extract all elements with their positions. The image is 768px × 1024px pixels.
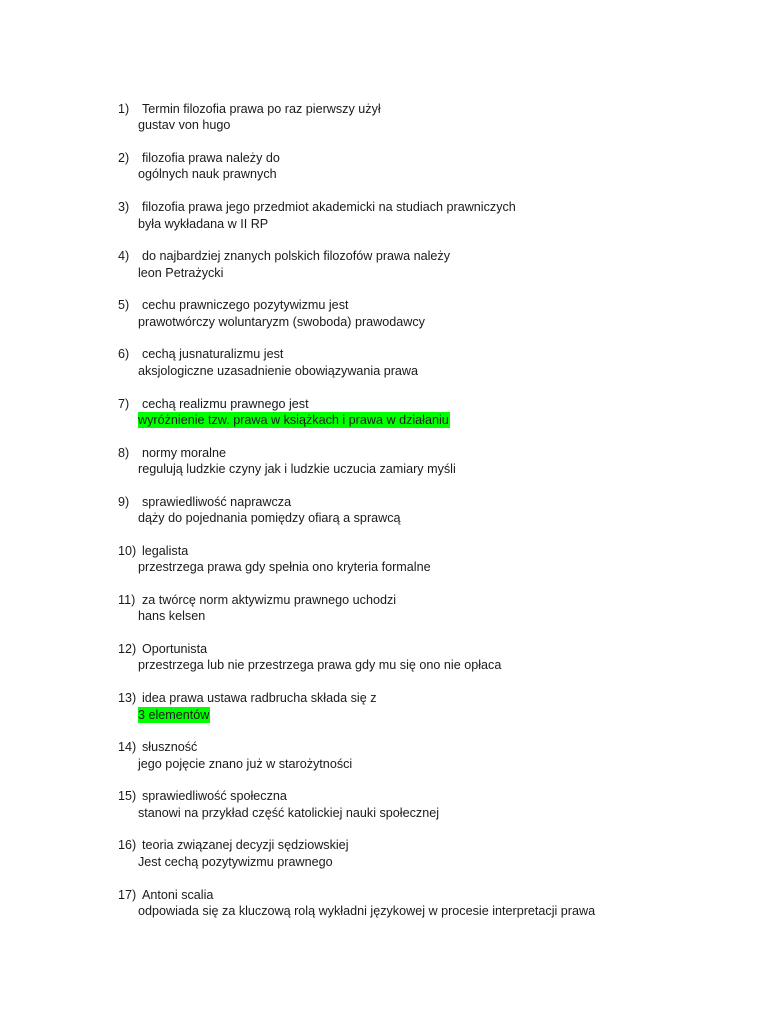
item-number: 13) xyxy=(118,691,137,706)
list-item xyxy=(0,346,768,395)
item-number: 14) xyxy=(118,740,137,755)
list-item xyxy=(0,248,768,297)
list-item xyxy=(0,739,768,788)
item-answer: prawotwórczy woluntaryzm (swoboda) prawodawcy xyxy=(138,314,425,329)
item-question: Termin filozofia prawa po raz pierwszy użył xyxy=(142,102,381,116)
item-question: legalista xyxy=(142,543,189,558)
item-question: do najbardziej znanych polskich filozofów prawa należy xyxy=(142,249,451,264)
item-number: 17) xyxy=(118,887,137,902)
item-answer: była wykładana w II RP xyxy=(138,216,269,231)
item-number: 15) xyxy=(118,789,137,804)
list-item xyxy=(0,543,768,592)
list-item xyxy=(0,297,768,346)
list-item xyxy=(0,592,768,641)
item-number: 5) xyxy=(118,298,130,313)
item-question: filozofia prawa należy do xyxy=(142,151,280,166)
list-item xyxy=(0,887,768,936)
item-answer: dąży do pojednania pomiędzy ofiarą a sprawcą xyxy=(138,511,401,526)
item-answer: aksjologiczne uzasadnienie obowiązywania prawa xyxy=(138,363,419,378)
item-question: cechu prawniczego pozytywizmu jest xyxy=(142,298,349,313)
list-item xyxy=(0,396,768,445)
item-question: normy moralne xyxy=(142,445,226,460)
list-item xyxy=(0,690,768,739)
item-question: słuszność xyxy=(142,740,198,755)
item-answer: przestrzega prawa gdy spełnia ono kryteria formalne xyxy=(138,560,431,575)
list-item xyxy=(0,494,768,543)
item-answer: stanowi na przykład część katolickiej nauki społecznej xyxy=(138,805,439,820)
item-number: 12) xyxy=(118,642,137,657)
item-answer: gustav von hugo xyxy=(138,118,231,133)
item-number: 1) xyxy=(118,102,130,116)
list-item xyxy=(0,837,768,886)
item-answer: ogólnych nauk prawnych xyxy=(138,167,277,182)
item-number: 7) xyxy=(118,396,130,411)
item-answer: regulują ludzkie czyny jak i ludzkie uczucia zamiary myśli xyxy=(138,462,456,477)
list-item xyxy=(0,641,768,690)
item-number: 8) xyxy=(118,445,130,460)
item-question: za twórcę norm aktywizmu prawnego uchodzi xyxy=(142,592,397,607)
item-answer: jego pojęcie znano już w starożytności xyxy=(138,756,353,771)
list-item xyxy=(0,788,768,837)
item-number: 11) xyxy=(118,592,136,607)
list-item xyxy=(0,445,768,494)
item-number: 4) xyxy=(118,249,130,264)
item-question: teoria związanej decyzji sędziowskiej xyxy=(142,838,349,853)
item-question: idea prawa ustawa radbrucha składa się z xyxy=(142,691,377,706)
item-answer-highlighted: 3 elementów xyxy=(138,707,210,722)
item-number: 3) xyxy=(118,200,130,215)
item-answer: hans kelsen xyxy=(138,609,206,624)
item-number: 9) xyxy=(118,494,130,509)
item-question: filozofia prawa jego przedmiot akademicki na studiach prawniczych xyxy=(142,200,516,215)
item-number: 16) xyxy=(118,838,137,853)
item-number: 10) xyxy=(118,543,137,558)
item-question: sprawiedliwość naprawcza xyxy=(142,494,292,509)
item-question: cechą jusnaturalizmu jest xyxy=(142,347,284,362)
item-question: sprawiedliwość społeczna xyxy=(142,789,287,804)
item-answer: odpowiada się za kluczową rolą wykładni językowej w procesie interpretacji prawa xyxy=(138,903,596,918)
list-item xyxy=(0,199,768,248)
item-answer: przestrzega lub nie przestrzega prawa gdy mu się ono nie opłaca xyxy=(138,658,502,673)
item-question: Antoni scalia xyxy=(142,887,214,902)
item-number: 6) xyxy=(118,347,130,362)
document-body xyxy=(0,101,768,936)
item-answer: Jest cechą pozytywizmu prawnego xyxy=(138,854,333,869)
list-item xyxy=(0,150,768,199)
item-number: 2) xyxy=(118,151,130,166)
item-answer-highlighted: wyróżnienie tzw. prawa w książkach i prawa w działaniu xyxy=(138,412,449,427)
item-answer: leon Petrażycki xyxy=(138,265,224,280)
item-question: Oportunista xyxy=(142,642,208,657)
item-question: cechą realizmu prawnego jest xyxy=(142,396,309,411)
list-item xyxy=(0,101,768,150)
